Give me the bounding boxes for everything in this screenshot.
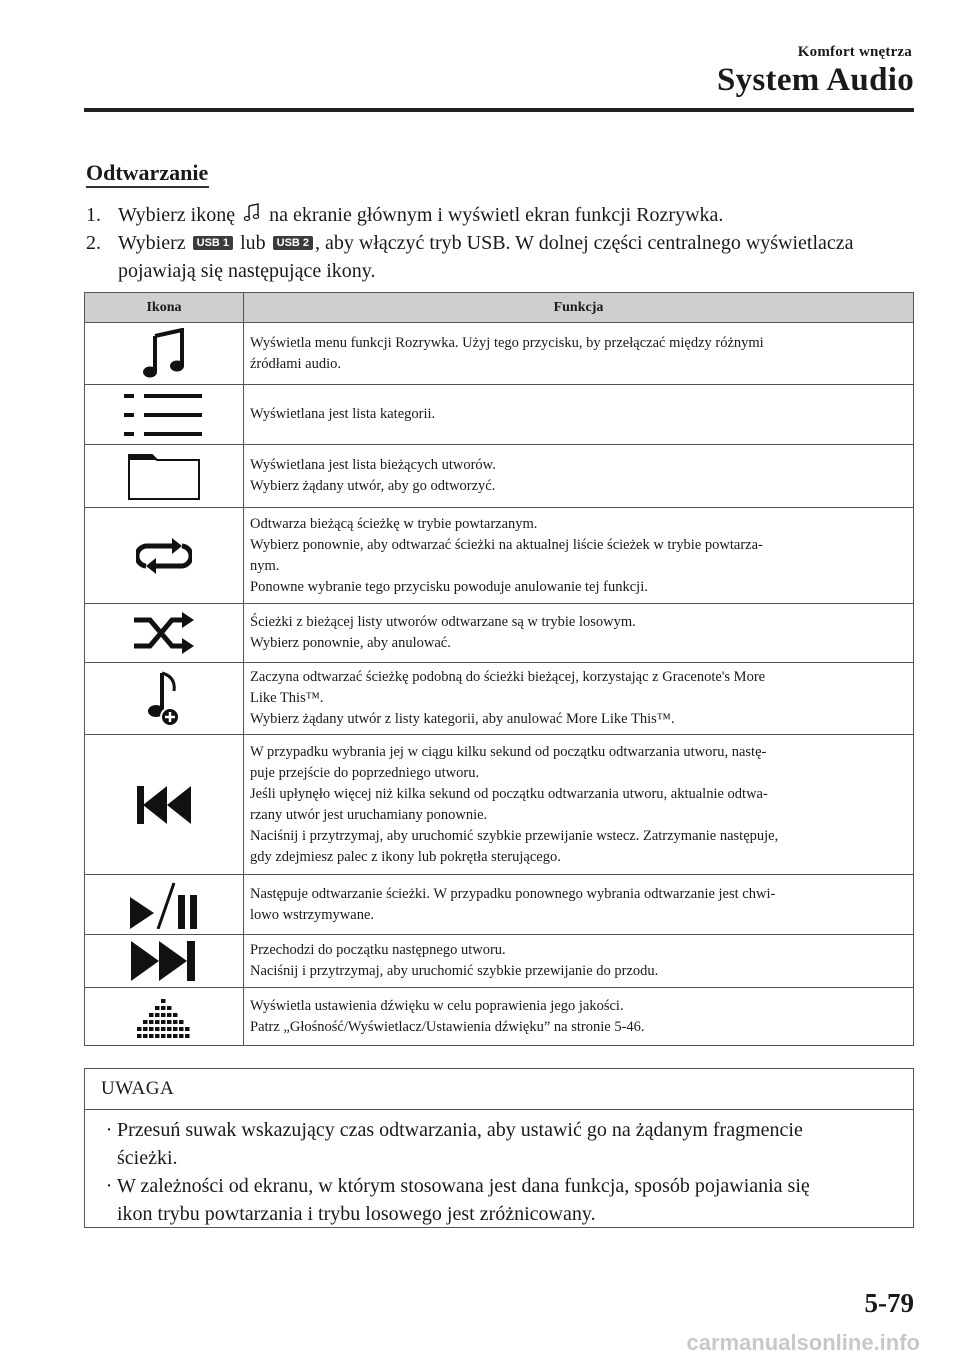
function-text: Przechodzi do początku następnego utworu.: [250, 942, 506, 958]
function-text: Wyświetla menu funkcji Rozrywka. Użyj tego przycisku, by przełączać między różnymi: [250, 334, 764, 351]
page-number: 5-79: [864, 1288, 914, 1318]
step-text: na ekranie głównym i wyświetl ekran funkcji Rozrywka.: [269, 204, 724, 226]
table-row: [85, 875, 914, 935]
step-2: [86, 229, 916, 285]
more-like-this-icon: [146, 671, 182, 727]
table-row: [85, 988, 914, 1046]
table-row: [85, 663, 914, 735]
table-row: [85, 935, 914, 988]
step-text: , aby włączyć tryb USB. W dolnej części centralnego wyświetlacza pojawiają się następujące ikony.: [118, 232, 854, 282]
function-text: Wyświetla ustawienia dźwięku w celu poprawienia jego jakości.: [250, 997, 624, 1014]
function-text: Wyświetlana jest lista bieżących utworów.: [250, 457, 496, 473]
section-title-underline: [86, 186, 209, 188]
function-text: źródłami audio.: [250, 355, 342, 372]
section-subtitle: Komfort wnętrza: [797, 44, 912, 60]
column-header-icon: Ikona: [85, 293, 244, 323]
function-text: gdy zdejmiesz palec z ikony lub pokrętła sterującego.: [250, 848, 561, 865]
watermark: carmanualsonline.info: [686, 1330, 920, 1355]
function-text: Zaczyna odtwarzać ścieżkę podobną do ścieżki bieżącej, korzystając z Gracenote's More: [250, 669, 766, 685]
step-number: 1.: [86, 204, 101, 226]
note-bullet: [101, 1116, 889, 1172]
table-row: [85, 385, 914, 445]
note-text: ścieżki.: [117, 1147, 178, 1169]
play-pause-icon: [128, 881, 200, 929]
function-text: Odtwarza bieżącą ścieżkę w trybie powtarzanym.: [250, 515, 538, 532]
note-bullet: [101, 1172, 889, 1228]
table-row: [85, 445, 914, 508]
table-row: [85, 323, 914, 385]
function-text: Wybierz ponownie, aby odtwarzać ścieżki na aktualnej liście ścieżek w trybie powtarza-: [250, 536, 763, 553]
function-text: Patrz „Głośność/Wyświetlacz/Ustawienia dźwięku” na stronie 5-46.: [250, 1018, 645, 1035]
steps-list: [86, 201, 916, 285]
step-number: 2.: [86, 232, 101, 254]
step-text: lub: [240, 232, 266, 254]
section-title: Odtwarzanie: [86, 160, 209, 185]
step-1: [86, 201, 916, 229]
shuffle-icon: [132, 612, 196, 654]
function-text: Ścieżki z bieżącej listy utworów odtwarzane są w trybie losowym.: [250, 614, 636, 630]
usb-1-button: USB 1: [193, 236, 233, 250]
music-note-icon: [142, 328, 186, 380]
note-text: ikon trybu powtarzania i trybu losowego jest zróżnicowany.: [117, 1203, 596, 1225]
folder-icon: [128, 452, 200, 500]
music-note-icon: [243, 203, 261, 223]
table-row: [85, 508, 914, 604]
note-title: UWAGA: [85, 1069, 913, 1110]
function-text: Wyświetlana jest lista kategorii.: [250, 406, 436, 422]
function-text: Like This™.: [250, 690, 324, 706]
note-text: Przesuń suwak wskazujący czas odtwarzania, aby ustawić go na żądanym fragmencie: [117, 1119, 803, 1141]
next-track-icon: [131, 941, 197, 981]
previous-track-icon: [137, 786, 191, 824]
function-text: Ponowne wybranie tego przycisku powoduje anulowanie tej funkcji.: [250, 578, 648, 595]
equalizer-icon: [137, 996, 191, 1038]
step-text: Wybierz ikonę: [118, 204, 236, 226]
function-text: lowo wstrzymywane.: [250, 906, 375, 923]
function-text: Naciśnij i przytrzymaj, aby uruchomić szybkie przewijanie wstecz. Zatrzymanie następuje,: [250, 827, 779, 844]
note-box: [84, 1068, 914, 1228]
icon-function-table: [84, 292, 914, 1046]
function-text: rzany utwór jest uruchamiany ponownie.: [250, 806, 488, 823]
function-text: puje przejście do poprzedniego utworu.: [250, 764, 480, 781]
function-text: W przypadku wybrania jej w ciągu kilku sekund od początku odtwarzania utworu, nastę-: [250, 743, 767, 760]
function-text: Jeśli upłynęło więcej niż kilka sekund od początku odtwarzania utworu, aktualnie odtwa-: [250, 785, 768, 802]
function-text: Następuje odtwarzanie ścieżki. W przypadku ponownego wybrania odtwarzanie jest chwi-: [250, 885, 776, 902]
page-title: System Audio: [716, 62, 914, 98]
function-text: Naciśnij i przytrzymaj, aby uruchomić szybkie przewijanie do przodu.: [250, 963, 659, 979]
note-text: W zależności od ekranu, w którym stosowana jest dana funkcja, sposób pojawiania się: [117, 1175, 810, 1197]
function-text: Wybierz żądany utwór, aby go odtworzyć.: [250, 478, 496, 494]
bullet-dot: ·: [105, 1119, 113, 1141]
step-text: Wybierz: [118, 232, 186, 254]
function-text: Wybierz żądany utwór z listy kategorii, aby anulować More Like This™.: [250, 711, 675, 727]
table-row: [85, 735, 914, 875]
function-text: Wybierz ponownie, aby anulować.: [250, 635, 451, 651]
table-row: [85, 604, 914, 663]
column-header-function: Funkcja: [244, 293, 914, 323]
header-rule: [84, 108, 914, 112]
bullet-dot: ·: [105, 1175, 113, 1197]
usb-2-button: USB 2: [273, 236, 313, 250]
category-list-icon: [124, 392, 204, 438]
repeat-icon: [136, 536, 192, 576]
function-text: nym.: [250, 557, 280, 574]
